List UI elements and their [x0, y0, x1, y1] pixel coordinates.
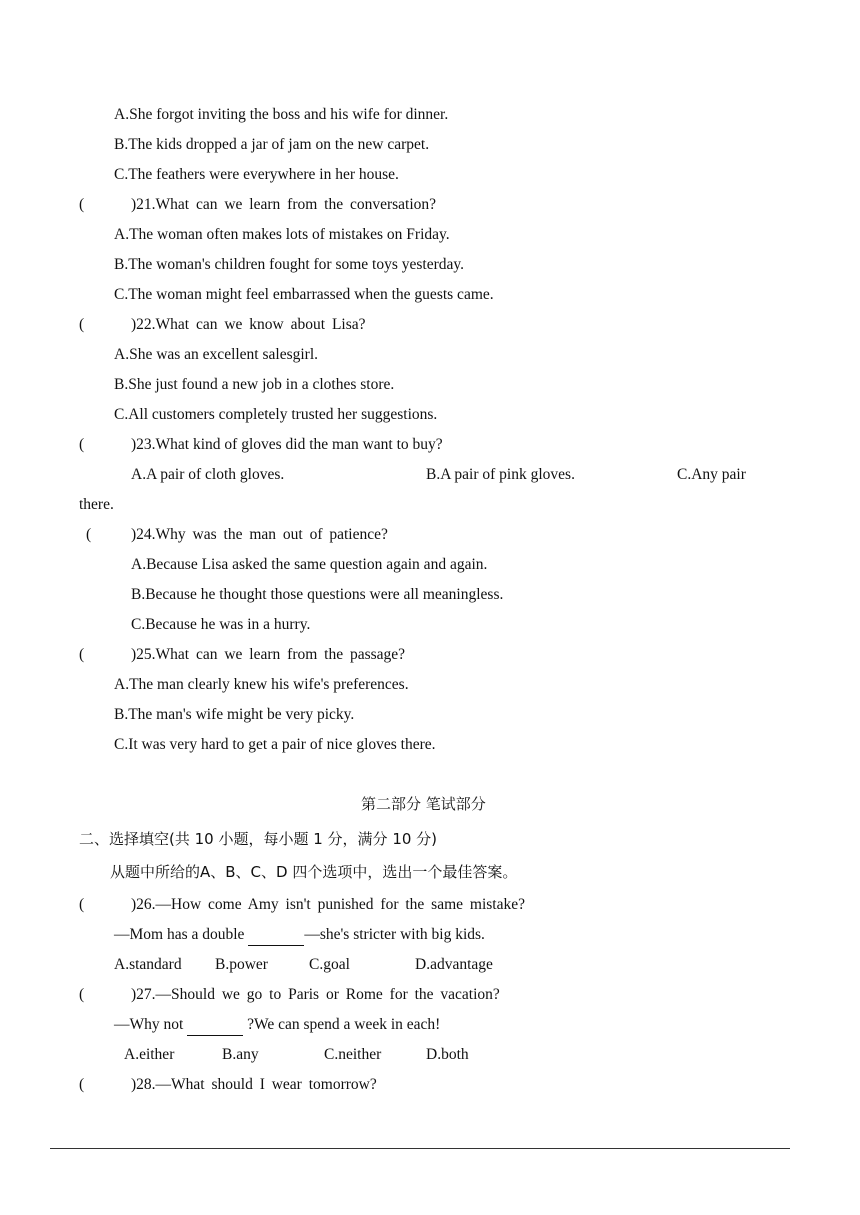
q23-option-c-wrap: there.: [79, 496, 114, 513]
q23-option-c: C.Any pair: [677, 466, 746, 483]
q23-option-a: A.A pair of cloth gloves.: [131, 466, 285, 483]
q22-option-a: A.She was an excellent salesgirl.: [114, 346, 319, 363]
q27-line2-before: —Why not: [114, 1016, 188, 1033]
q28-paren: (: [79, 1076, 85, 1093]
q20-option-b: B.The kids dropped a jar of jam on the new carpet.: [114, 136, 430, 153]
q21-option-b: B.The woman's children fought for some toys yesterday.: [114, 256, 465, 273]
part2-title: 第二部分 笔试部分: [361, 795, 486, 813]
q24-paren: (: [86, 526, 92, 543]
q24-option-b: B.Because he thought those questions were all meaningless.: [131, 586, 504, 603]
q26-line2-before: —Mom has a double: [114, 926, 249, 943]
q26-option-d: D.advantage: [415, 956, 493, 973]
q25-option-b: B.The man's wife might be very picky.: [114, 706, 355, 723]
q22-paren: (: [79, 316, 85, 333]
q21-option-a: A.The woman often makes lots of mistakes on Friday.: [114, 226, 450, 243]
section-heading: 二、选择填空(共 10 小题，每小题 1 分，满分 10 分): [79, 830, 438, 848]
q23-option-b: B.A pair of pink gloves.: [426, 466, 575, 483]
q27-option-a: A.either: [124, 1046, 175, 1063]
q24-stem: )24.Why was the man out of patience?: [131, 526, 388, 543]
q22-option-c: C.All customers completely trusted her suggestions.: [114, 406, 438, 423]
q20-option-a: A.She forgot inviting the boss and his wife for dinner.: [114, 106, 449, 123]
q21-stem: )21.What can we learn from the conversation?: [131, 196, 437, 213]
q27-line2-after: ?We can spend a week in each!: [243, 1016, 441, 1033]
q26-line2-after: —she's stricter with big kids.: [304, 926, 485, 943]
q27-option-b: B.any: [222, 1046, 259, 1063]
section-instruction: 从题中所给的A、B、C、D 四个选项中，选出一个最佳答案。: [110, 863, 518, 881]
q25-paren: (: [79, 646, 85, 663]
q23-paren: (: [79, 436, 85, 453]
q24-option-c: C.Because he was in a hurry.: [131, 616, 311, 633]
q26-option-b: B.power: [215, 956, 268, 973]
q27-paren: (: [79, 986, 85, 1003]
q20-option-c: C.The feathers were everywhere in her house.: [114, 166, 399, 183]
footer-divider: [50, 1148, 790, 1149]
q26-paren: (: [79, 896, 85, 913]
q21-paren: (: [79, 196, 85, 213]
q25-option-c: C.It was very hard to get a pair of nice gloves there.: [114, 736, 436, 753]
q26-option-a: A.standard: [114, 956, 182, 973]
q28-stem: )28.—What should I wear tomorrow?: [131, 1076, 377, 1093]
q26-option-c: C.goal: [309, 956, 350, 973]
q22-option-b: B.She just found a new job in a clothes store.: [114, 376, 395, 393]
q27-option-d: D.both: [426, 1046, 469, 1063]
q25-option-a: A.The man clearly knew his wife's preferences.: [114, 676, 409, 693]
q26-stem: )26.—How come Amy isn't punished for the same mistake?: [131, 896, 525, 913]
q27-line2: [114, 1015, 440, 1036]
q23-stem: )23.What kind of gloves did the man want to buy?: [131, 436, 443, 453]
q27-stem: )27.—Should we go to Paris or Rome for the vacation?: [131, 986, 500, 1003]
q24-option-a: A.Because Lisa asked the same question again and again.: [131, 556, 488, 573]
q26-blank: [248, 925, 304, 946]
q27-blank: [187, 1015, 243, 1036]
q26-line2: [114, 925, 485, 946]
q27-option-c: C.neither: [324, 1046, 382, 1063]
q22-stem: )22.What can we know about Lisa?: [131, 316, 366, 333]
q25-stem: )25.What can we learn from the passage?: [131, 646, 406, 663]
q21-option-c: C.The woman might feel embarrassed when the guests came.: [114, 286, 494, 303]
